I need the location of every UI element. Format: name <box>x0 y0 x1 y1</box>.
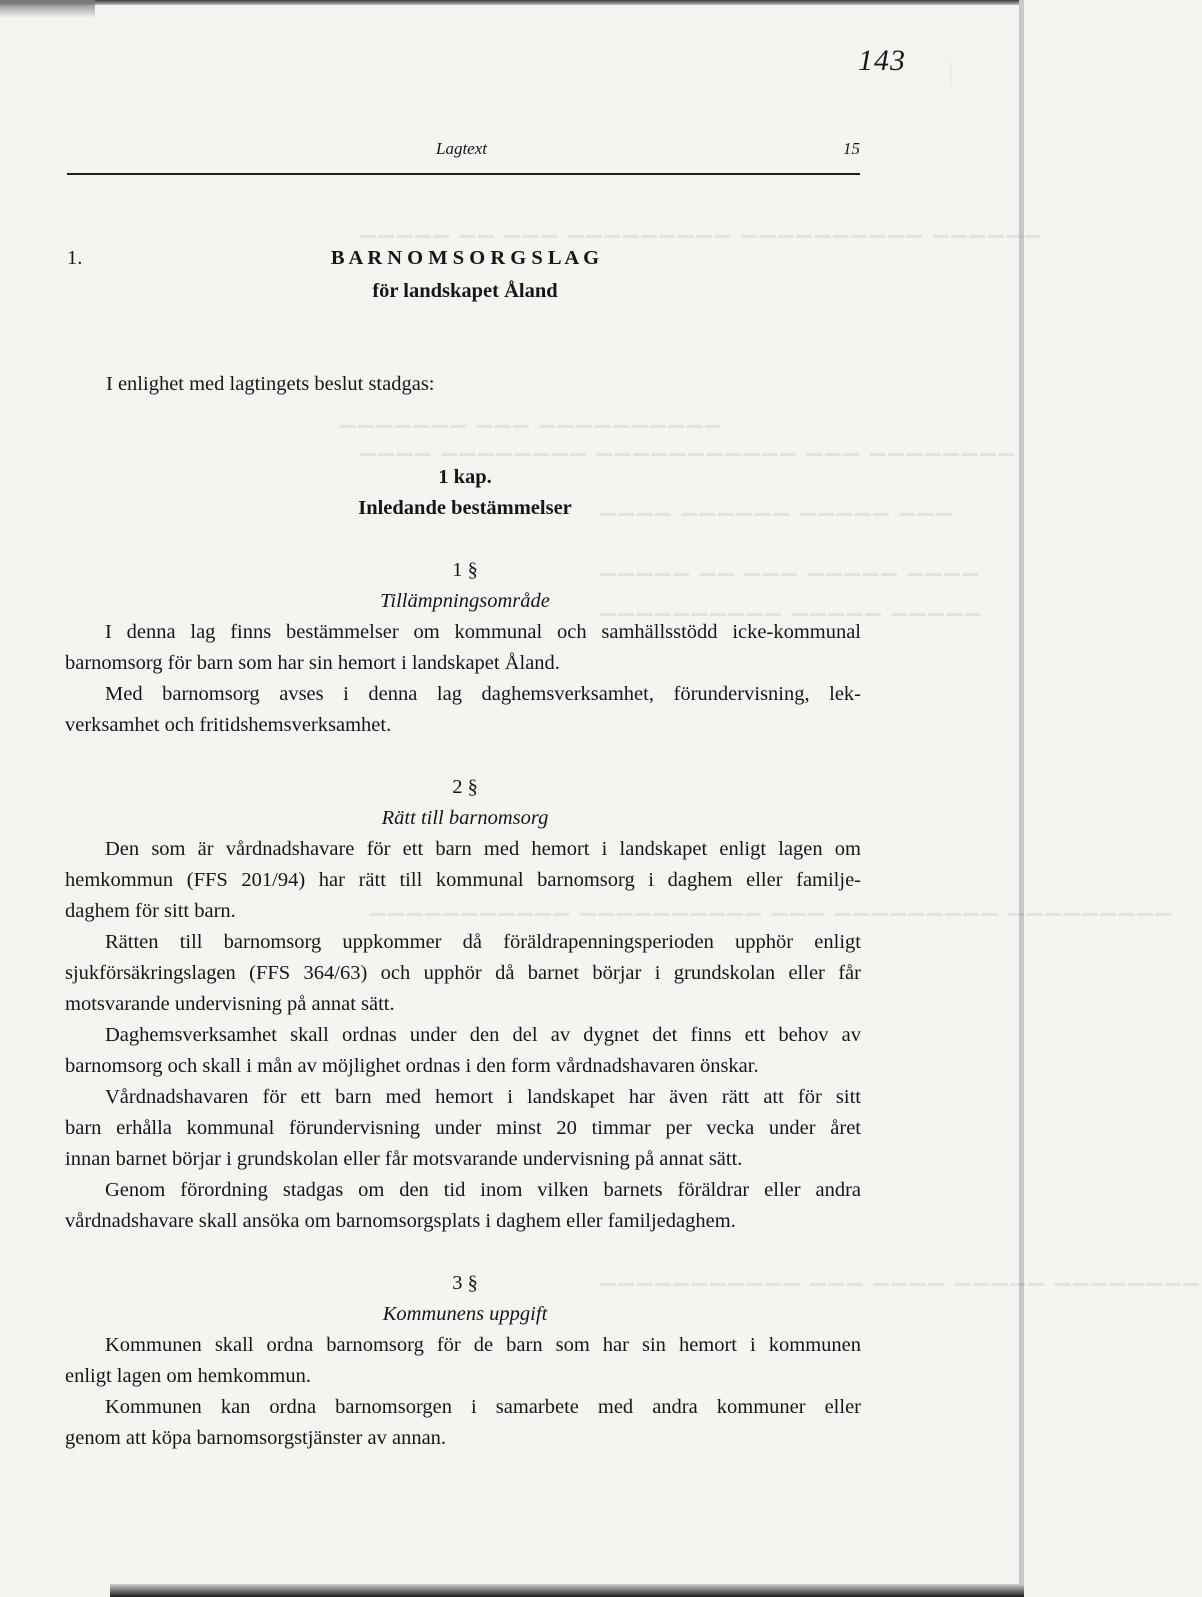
body-line: Den som är vårdnadshavare för ett barn med hemort i landskapet enligt lagen om <box>105 838 861 860</box>
scan-edge-right <box>1019 0 1024 1597</box>
body-line: innan barnet börjar i grundskolan eller får motsvarande undervisning på annat sätt. <box>65 1148 743 1170</box>
scan-edge-bottom <box>110 1584 1024 1597</box>
body-line: hemkommun (FFS 201/94) har rätt till kommunal barnomsorg i daghem eller familje- <box>65 869 861 891</box>
body-line: genom att köpa barnomsorgstjänster av annan. <box>65 1427 447 1449</box>
header-rule <box>67 173 860 175</box>
section-title: Rätt till barnomsorg <box>381 807 549 829</box>
section-title: Tillämpningsområde <box>380 590 550 612</box>
body-line: sjukförsäkringslagen (FFS 364/63) och upphör då barnet börjar i grundskolan eller får <box>65 962 861 984</box>
page-folio: 143 <box>858 44 906 77</box>
show-through: ▁▁▁▁ ▁▁▁▁▁▁▁▁ ▁▁▁▁▁▁▁▁▁▁▁ ▁▁▁ ▁▁▁▁▁▁▁▁ <box>360 434 1017 456</box>
body-line: I denna lag finns bestämmelser om kommunal och samhällsstödd icke-kommunal <box>105 621 861 643</box>
body-line: barnomsorg och skall i mån av möjlighet ordnas i den form vårdnadshavaren önskar. <box>65 1055 759 1077</box>
show-through: ▁▁▁▁ ▁▁▁▁▁▁ ▁▁▁▁▁ ▁▁▁ <box>600 494 955 516</box>
body-line: barnomsorg för barn som har sin hemort i landskapet Åland. <box>65 652 560 674</box>
chapter-title: Inledande bestämmelser <box>358 497 572 519</box>
scan-shadow <box>0 0 95 18</box>
show-through: ▁▁▁▁▁▁▁▁▁▁ ▁▁▁▁▁ ▁▁▁▁▁ <box>600 594 984 616</box>
section-number: 2 § <box>452 776 478 798</box>
body-line: verksamhet och fritidshemsverksamhet. <box>65 714 392 736</box>
show-through: ▁▁▁▁▁▁▁ ▁▁▁ ▁▁▁▁▁▁▁▁▁▁ <box>340 406 724 428</box>
body-line: Med barnomsorg avses i denna lag daghemsverksamhet, förundervisning, lek- <box>105 683 861 705</box>
body-line: barn erhålla kommunal förundervisning under minst 20 timmar per vecka under året <box>65 1117 861 1139</box>
show-through: ▁▁▁▁▁ ▁▁ ▁▁▁ ▁▁▁▁▁ ▁▁▁▁ <box>600 554 982 576</box>
body-line: daghem för sitt barn. <box>65 900 236 922</box>
section-title: Kommunens uppgift <box>382 1303 548 1325</box>
running-head-page-number: 15 <box>843 139 860 158</box>
show-through: ▁▁▁▁▁ ▁▁ ▁▁▁ ▁▁▁▁▁▁▁▁▁ ▁▁▁▁▁▁▁▁▁▁ ▁▁▁▁▁▁ <box>360 216 1044 238</box>
scan-edge-top <box>0 0 1024 5</box>
body-line: enligt lagen om hemkommun. <box>65 1365 311 1387</box>
body-line: Kommunen skall ordna barnomsorg för de barn som har sin hemort i kommunen <box>105 1334 861 1356</box>
body-line: Genom förordning stadgas om den tid inom vilken barnets föräldrar eller andra <box>105 1179 861 1201</box>
body-line: Vårdnadshavaren för ett barn med hemort i landskapet har även rätt att för sitt <box>105 1086 861 1108</box>
section-number: 1 § <box>452 559 478 581</box>
body-line: Kommunen kan ordna barnomsorgen i samarbete med andra kommuner eller <box>105 1396 861 1418</box>
body-line: Rätten till barnomsorg uppkommer då föräldrapenningsperioden upphör enligt <box>105 931 861 953</box>
running-head-title: Lagtext <box>436 139 487 158</box>
law-number: 1. <box>67 247 83 269</box>
law-subtitle: för landskapet Åland <box>372 280 558 302</box>
show-through: ▁▁▁▁▁▁▁▁▁▁▁ ▁▁▁ ▁▁▁▁ ▁▁▁▁▁ ▁▁▁▁▁▁▁▁ <box>600 1264 1202 1286</box>
body-line: motsvarande undervisning på annat sätt. <box>65 993 395 1015</box>
section-number: 3 § <box>452 1272 478 1294</box>
chapter-number: 1 kap. <box>438 466 492 488</box>
preamble: I enlighet med lagtingets beslut stadgas: <box>106 373 435 395</box>
show-through: ▁▁▁▁▁▁▁▁▁▁▁ ▁▁▁▁▁▁▁▁▁▁ ▁▁▁ ▁▁▁▁▁▁▁▁▁ ▁▁▁▁▁▁▁▁▁ <box>370 894 1174 916</box>
folio-shadow: | <box>948 58 954 87</box>
body-line: vårdnadshavare skall ansöka om barnomsorgsplats i daghem eller familjedaghem. <box>65 1210 736 1232</box>
body-line: Daghemsverksamhet skall ordnas under den del av dygnet det finns ett behov av <box>105 1024 861 1046</box>
law-title: B A R N O M S O R G S L A G <box>330 247 600 269</box>
